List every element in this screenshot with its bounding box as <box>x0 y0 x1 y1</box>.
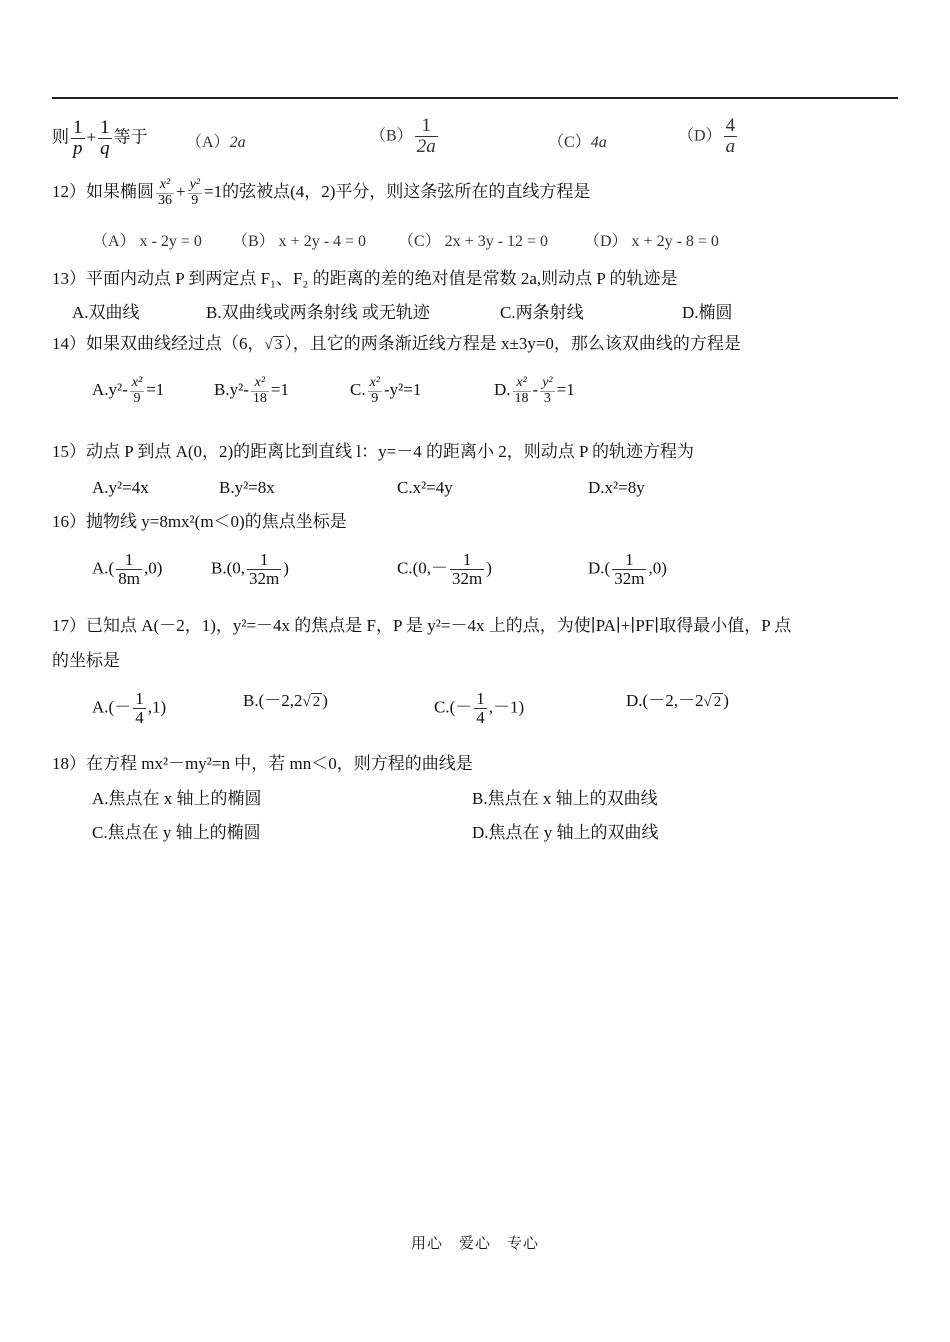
q16-option-a: A.( $\frac{1}{8m}$ ,0) <box>92 550 163 588</box>
fraction-x2-36: $\frac{\text{x²}}{36}$ <box>158 177 172 208</box>
q16-option-b: B.(0, $\frac{1}{32m}$ ) <box>211 550 289 588</box>
q12-option-a: （A） x - 2y = 0 <box>92 233 202 250</box>
q16-option-d: D.( $\frac{1}{32m}$ ,0) <box>588 550 667 588</box>
q12-option-d: （D） x + 2y - 8 = 0 <box>584 233 719 250</box>
sqrt-3: √ 3 <box>264 337 283 354</box>
q12-option-c: （C） 2x + 3y - 12 = 0 <box>398 233 549 250</box>
q12-option-b: （B） x + 2y - 4 = 0 <box>232 233 367 250</box>
q18-stem: 18）在方程 mx²－my²=n 中，若 mn＜0，则方程的曲线是 <box>52 754 473 773</box>
q14-stem: 14）如果双曲线经过点（6，√ 3 ），且它的两条渐近线方程是 x±3y=0，那么该双曲线的方程是 <box>52 333 741 356</box>
q13-option-c: C.两条射线 <box>500 303 584 322</box>
q11-option-c: （C）4a <box>548 134 607 151</box>
q13-option-d: D.椭圆 <box>682 303 733 322</box>
q18-option-c: C.焦点在 y 轴上的椭圆 <box>92 823 261 842</box>
q13-option-b: B.双曲线或两条射线 或无轨迹 <box>206 303 430 322</box>
q18-option-a: A.焦点在 x 轴上的椭圆 <box>92 789 262 808</box>
q16-stem: 16）抛物线 y=8mx²(m＜0)的焦点坐标是 <box>52 512 347 531</box>
q14-option-d: D. $\frac{\text{x²}}{18}$ - $\frac{\text{y²}}{3}$ =1 <box>494 375 575 406</box>
fraction-1-over-q: $\frac{1}{q}$ <box>100 117 110 159</box>
q11-option-d: （D） $\frac{4}{a}$ <box>678 115 736 157</box>
q17-stem-line-2: 的坐标是 <box>52 651 120 670</box>
q18-option-d: D.焦点在 y 轴上的双曲线 <box>472 823 659 842</box>
plus-sign: + <box>86 127 97 147</box>
intro-prefix: 则 <box>52 127 69 147</box>
q11-continuation <box>52 118 148 159</box>
q17-option-c: C.(－ $\frac{1}{4}$ ,－1) <box>434 689 525 727</box>
q16-option-c: C.(0,－ $\frac{1}{32m}$ ) <box>397 550 492 588</box>
q14-option-a: A.y²- $\frac{\text{x²}}{9}$ =1 <box>92 375 165 406</box>
q14-option-c: C. $\frac{\text{x²}}{9}$ -y²=1 <box>350 375 422 406</box>
q15-option-a: A.y²=4x <box>92 478 149 497</box>
q15-option-d: D.x²=8y <box>588 478 645 497</box>
q13-stem: 13）平面内动点 P 到两定点 F₁、F₂ 的距离的差的绝对值是常数 2a,则动点 P 的轨迹是 <box>52 269 678 288</box>
page-footer: 用心 爱心 专心 <box>410 1236 539 1252</box>
q11-option-a: （A）2a <box>186 134 246 151</box>
header-rule <box>52 97 898 99</box>
q15-option-c: C.x²=4y <box>397 478 453 497</box>
q17-stem-line-1: 17）已知点 A(－2，1)，y²=－4x 的焦点是 F，P 是 y²=－4x 上的点，为使∣PA∣+∣PF∣取得最小值，P 点 <box>52 616 792 635</box>
q17-option-b: B.(－2,2√ 2 ) <box>243 691 328 711</box>
q11-option-b: （B） $\frac{1}{2a}$ <box>370 115 436 157</box>
q17-option-d: D.(－2,－2√ 2 ) <box>626 691 729 711</box>
q14-option-b: B.y²- $\frac{\text{x²}}{18}$ =1 <box>214 375 289 406</box>
q15-stem: 15）动点 P 到点 A(0，2)的距离比到直线 l：y=－4 的距离小 2，则动点 P 的轨迹方程为 <box>52 442 695 461</box>
fraction-y2-9: $\frac{\text{y²}}{9}$ <box>189 177 201 208</box>
q18-option-b: B.焦点在 x 轴上的双曲线 <box>472 789 658 808</box>
fraction-1-over-p: $\frac{1}{p}$ <box>73 117 83 159</box>
q12-stem: 12）如果椭圆 $\frac{\text{x²}}{36}$ + $\frac{\text{y²}}{9}$ =1的弦被点(4，2)平分，则这条弦所在的直线方程是 <box>52 177 591 208</box>
intro-suffix: 等于 <box>113 127 148 147</box>
q17-option-a: A.(－ $\frac{1}{4}$ ,1) <box>92 689 167 727</box>
q13-option-a: A.双曲线 <box>72 303 140 322</box>
q15-option-b: B.y²=8x <box>219 478 275 497</box>
